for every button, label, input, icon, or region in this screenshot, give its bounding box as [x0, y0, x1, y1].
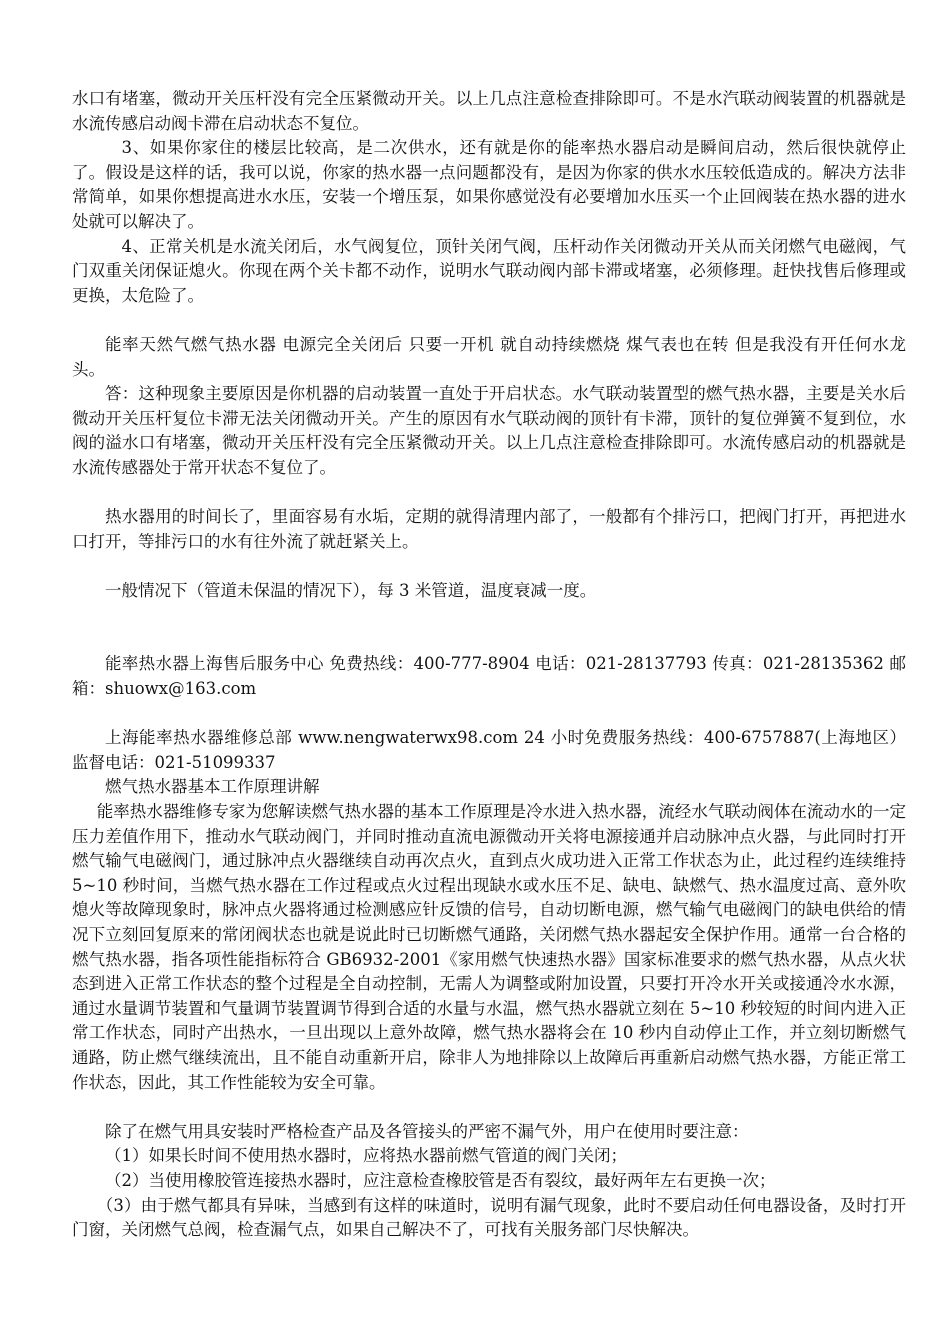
paragraph-continued: 水口有堵塞，微动开关压杆没有完全压紧微动开关。以上几点注意检查排除即可。不是水汽联动阀装置的机器就是水流传感启动阀卡滞在启动状态不复位。 [72, 89, 906, 133]
paragraph-spacer [72, 603, 906, 652]
cleaning-paragraph: 热水器用的时间长了，里面容易有水垢，定期的就得清理内部了，一般都有个排污口，把阀门打开，再把进水口打开，等排污口的水有往外流了就赶紧关上。 [72, 507, 906, 551]
repair-hq-contact: 上海能率热水器维修总部 www.nengwaterwx98.com 24 小时免费服务热线：400-6757887(上海地区） 监督电话：021-51099337 [72, 728, 906, 772]
safety-item-2: （2）当使用橡胶管连接热水器时，应注意检查橡胶管是否有裂纹，最好两年左右更换一次； [105, 1170, 776, 1190]
safety-item-3: （3）由于燃气都具有异味，当感到有这样的味道时，说明有漏气现象，此时不要启动任何电器设备，及时打开门窗，关闭燃气总阀，检查漏气点，如果自己解决不了，可找有关服务部门尽快解决。 [72, 1195, 906, 1240]
paragraph-spacer [72, 308, 906, 333]
safety-intro: 除了在燃气用具安装时严格检查产品及各管接头的严密不漏气外，用户在使用时要注意： [105, 1121, 749, 1141]
paragraph-point-4: 4、正常关机是水流关闭后，水气阀复位，顶针关闭气阀，压杆动作关闭微动开关从而关闭燃气电磁阀，气门双重关闭保证熄火。你现在两个关卡都不动作，说明水气联动阀内部卡滞或堵塞，必须修理。赶快找售后修理或更换，太危险了。 [72, 236, 906, 305]
paragraph-point-3: 3、如果你家住的楼层比较高，是二次供水，还有就是你的能率热水器启动是瞬间启动，然后很快就停止了。假设是这样的话，我可以说，你家的热水器一点问题都没有，是因为你家的供水水压较低造成的。解决方法非常简单，如果你想提高进水水压，安装一个增压泵，如果你感觉没有必要增加水压买一个止回阀装在热水器的进水处就可以解决了。 [72, 138, 906, 231]
answer-paragraph: 答：这种现象主要原因是你机器的启动装置一直处于开启状态。水气联动装置型的燃气热水器，主要是关水后微动开关压杆复位卡滞无法关闭微动开关。产生的原因有水气联动阀的顶针有卡滞，顶针的复位弹簧不复到位，水阀的溢水口有堵塞，微动开关压杆没有完全压紧微动开关。以上几点注意检查排除即可。水流传感启动的机器就是水流传感器处于常开状态不复位了。 [72, 384, 906, 477]
principle-title: 燃气热水器基本工作原理讲解 [105, 777, 320, 797]
service-center-contact: 能率热水器上海售后服务中心 免费热线：400-777-8904 电话：021-28137793 传真：021-28135362 邮箱：shuowx@163.com [72, 654, 906, 699]
paragraph-spacer [72, 702, 906, 727]
paragraph-spacer [72, 554, 906, 579]
question-paragraph: 能率天然气燃气热水器 电源完全关闭后 只要一开机 就自动持续燃烧 煤气表也在转 但是我没有开任何水龙头。 [72, 334, 906, 379]
paragraph-spacer [72, 481, 906, 506]
temperature-paragraph: 一般情况下（管道未保温的情况下），每 3 米管道，温度衰减一度。 [105, 580, 597, 600]
principle-body: 能率热水器维修专家为您解读燃气热水器的基本工作原理是冷水进入热水器，流经水气联动阀体在流动水的一定压力差值作用下，推动水气联动阀门，并同时推动直流电源微动开关将电源接通并启动脉冲点火器，与此同时打开燃气输气电磁阀门，通过脉冲点火器继续自动再次点火，直到点火成功进入正常工作状态为止，此过程约连续维持 5~10 秒时间，当燃气热水器在工作过程或点火过程出现缺水或水压不足、缺电、缺燃气、热水温度过高、意外吹熄火等故障现象时，脉冲点火器将通过检测感应针反馈的信号，自动切断电源，燃气输气电磁阀门的缺电供给的情况下立刻回复原来的常闭阀状态也就是说此时已切断燃气通路，关闭燃气热水器起安全保护作用。通常一台合格的燃气热水器，指各项性能指标符合 GB6932-2001《家用燃气快速热水器》国家标准要求的燃气热水器，从点火状态到进入正常工作状态的整个过程是全自动控制，无需人为调整或附加设置，只要打开冷水开关或接通冷水水源，通过水量调节装置和气量调节装置调节得到合适的水量与水温，燃气热水器就立刻在 5~10 秒较短的时间内进入正常工作状态，同时产出热水，一旦出现以上意外故障，燃气热水器将会在 10 秒内自动停止工作，并立刻切断燃气通路，防止燃气继续流出，且不能自动重新开启，除非人为地排除以上故障后再重新启动燃气热水器，方能正常工作状态，因此，其工作性能较为安全可靠。 [72, 802, 906, 1092]
paragraph-spacer [72, 1095, 906, 1120]
safety-item-1: （1）如果长时间不使用热水器时，应将热水器前燃气管道的阀门关闭； [105, 1146, 627, 1166]
